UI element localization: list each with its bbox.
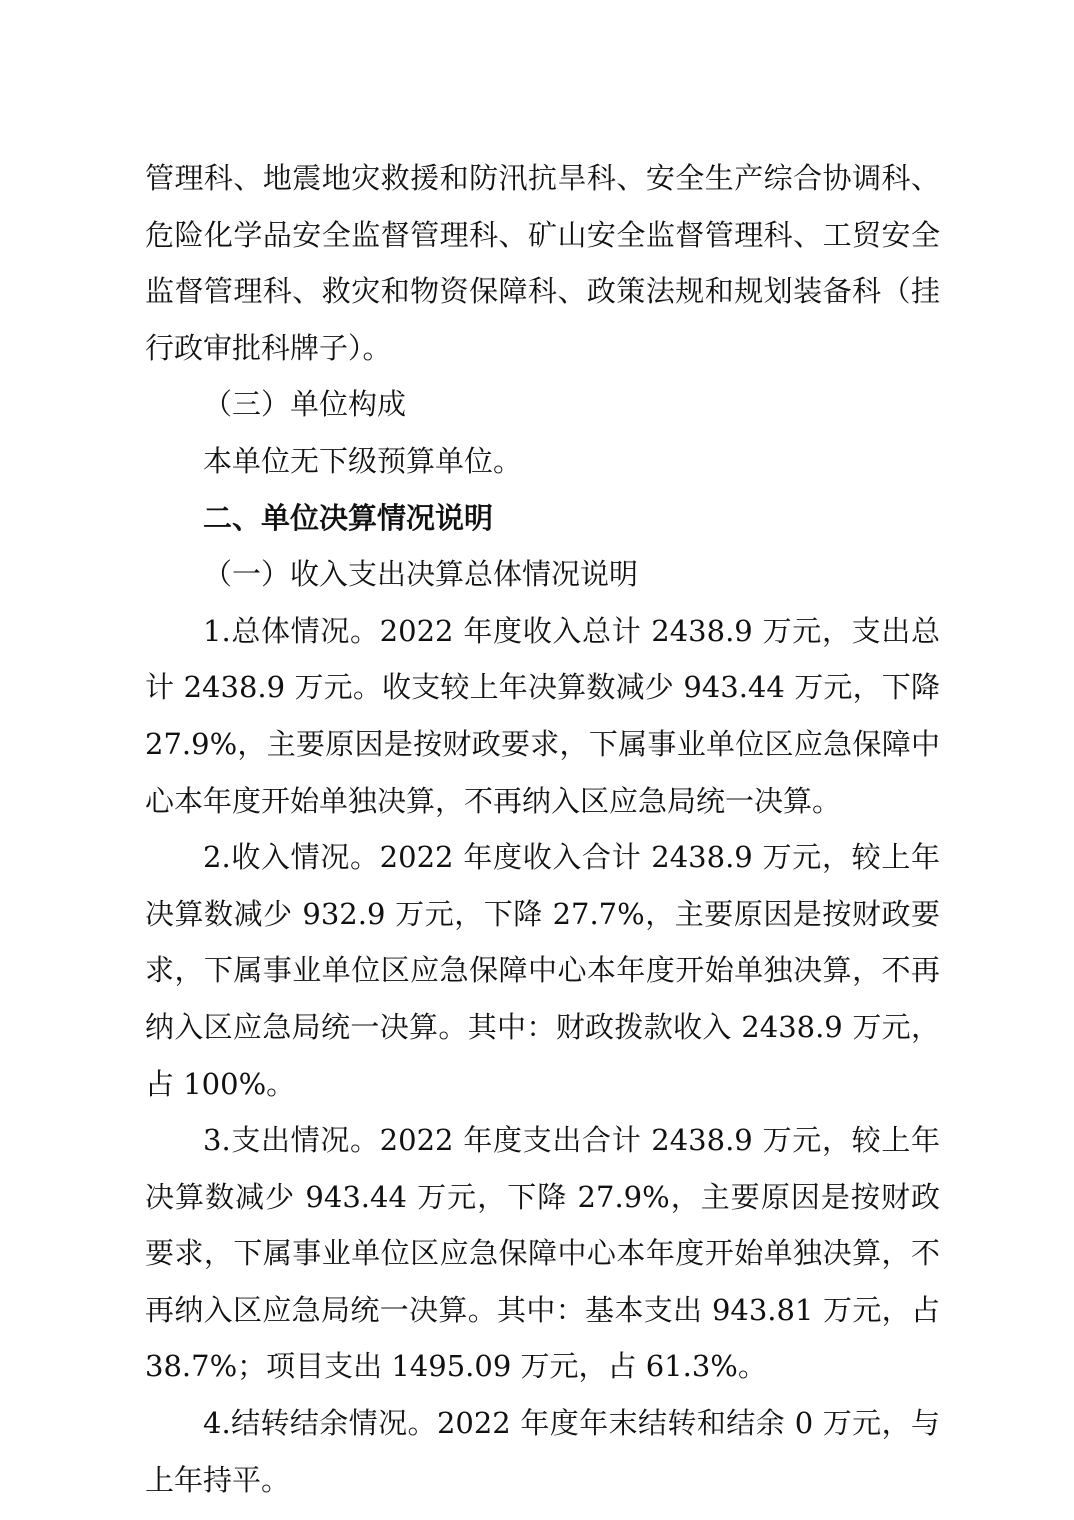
subheading-unit-composition: （三）单位构成 xyxy=(203,387,407,422)
paragraph-continued-department-list: 管理科、地震地灾救援和防汛抗旱科、安全生产综合协调科、危险化学品安全监督管理科、矿山安全监督管理科、工贸安全监督管理科、救灾和物资保障科、政策法规和规划装备科（挂行政审批科牌子）。 xyxy=(145,161,940,365)
paragraph-unit-composition: 本单位无下级预算单位。 xyxy=(203,443,523,478)
paragraph-carryover-balance: 4.结转结余情况。2022 年度年末结转和结余 0 万元，与上年持平。 xyxy=(145,1406,940,1497)
subheading-income-expense-overview: （一）收入支出决算总体情况说明 xyxy=(203,557,639,592)
paragraph-expense-situation: 3.支出情况。2022 年度支出合计 2438.9 万元，较上年决算数减少 943.44 万元，下降 27.9%，主要原因是按财政要求，下属事业单位区应急保障中心本年度开始单独决算，不再纳入区应急局统一决算。其中：基本支出 943.81 万元，占 38.7%；项目支出 1495.09 万元，占 61.3%。 xyxy=(145,1123,940,1384)
paragraph-overall-situation: 1.总体情况。2022 年度收入总计 2438.9 万元，支出总计 2438.9 万元。收支较上年决算数减少 943.44 万元，下降 27.9%，主要原因是按财政要求，下属事业单位区应急保障中心本年度开始单独决算，不再纳入区应急局统一决算。 xyxy=(145,613,940,818)
paragraph-income-situation: 2.收入情况。2022 年度收入合计 2438.9 万元，较上年决算数减少 932.9 万元，下降 27.7%，主要原因是按财政要求，下属事业单位区应急保障中心本年度开始单独决算，不再纳入区应急局统一决算。其中：财政拨款收入 2438.9 万元，占 100%。 xyxy=(145,840,940,1101)
section-heading-final-accounts: 二、单位决算情况说明 xyxy=(203,500,494,535)
document-body xyxy=(145,150,940,1508)
